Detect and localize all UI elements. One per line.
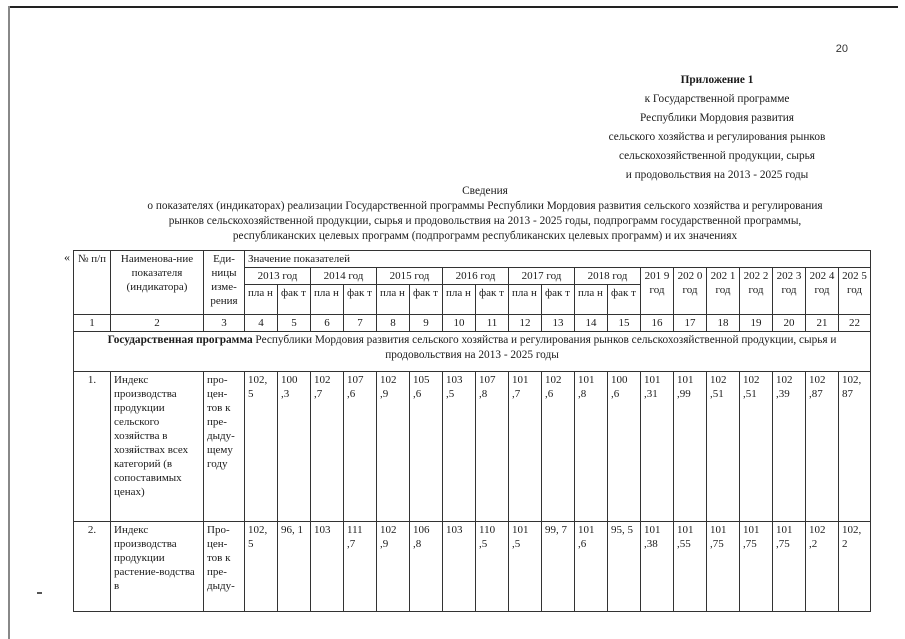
indicator-value: 103 — [311, 522, 344, 612]
column-number: 10 — [443, 315, 476, 332]
indicator-value: 106 ,8 — [410, 522, 443, 612]
indicator-value: 101 ,8 — [575, 372, 608, 522]
column-number: 16 — [641, 315, 674, 332]
plan-header: пла н — [575, 285, 608, 315]
appendix-line: к Государственной программе — [644, 93, 790, 105]
appendix-line: Республики Мордовия развития — [640, 112, 794, 124]
indicator-value: 107 ,8 — [476, 372, 509, 522]
indicator-value: 101 ,75 — [740, 522, 773, 612]
fact-header: фак т — [542, 285, 575, 315]
column-number: 1 — [74, 315, 111, 332]
indicator-value: 99, 7 — [542, 522, 575, 612]
page-left-edge — [8, 6, 10, 639]
indicator-value: 102, 5 — [245, 372, 278, 522]
header-unit: Еди-ницы изме-рения — [204, 251, 245, 315]
column-number: 17 — [674, 315, 707, 332]
indicator-value: 102 ,6 — [542, 372, 575, 522]
indicator-value: 102 ,51 — [707, 372, 740, 522]
indicator-value: 101 ,31 — [641, 372, 674, 522]
fact-header: фак т — [608, 285, 641, 315]
column-number: 13 — [542, 315, 575, 332]
indicator-value: 102 ,39 — [773, 372, 806, 522]
indicator-value: 102 ,7 — [311, 372, 344, 522]
year-header: 2013 год — [245, 268, 311, 285]
margin-mark — [37, 592, 42, 594]
column-number: 8 — [377, 315, 410, 332]
column-number: 6 — [311, 315, 344, 332]
heading-line: рынков сельскохозяйственной продукции, сырья и продовольствия на 2013 - 2025 годы, подпрограмм государственной программы, — [168, 215, 802, 227]
indicator-value: 110 ,5 — [476, 522, 509, 612]
document-heading — [70, 184, 900, 244]
column-number: 4 — [245, 315, 278, 332]
column-number: 12 — [509, 315, 542, 332]
appendix-title: Приложение 1 — [680, 74, 754, 86]
appendix-line: сельского хозяйства и регулирования рынков — [608, 131, 826, 143]
plan-header: пла н — [509, 285, 542, 315]
indicator-value: 102, 5 — [245, 522, 278, 612]
fact-header: фак т — [476, 285, 509, 315]
row-number: 2. — [74, 522, 111, 612]
appendix-block — [567, 71, 867, 185]
indicator-value: 105 ,6 — [410, 372, 443, 522]
year-header: 2017 год — [509, 268, 575, 285]
indicator-value: 102 ,87 — [806, 372, 839, 522]
indicator-value: 111 ,7 — [344, 522, 377, 612]
indicator-value: 101 ,6 — [575, 522, 608, 612]
indicator-unit: про-цен-тов к пре-дыду-щему году — [204, 372, 245, 522]
column-number: 18 — [707, 315, 740, 332]
indicator-value: 96, 1 — [278, 522, 311, 612]
indicator-value: 102, 2 — [839, 522, 871, 612]
column-numbers-row — [74, 315, 871, 332]
column-number: 3 — [204, 315, 245, 332]
year-header: 202 1 год — [707, 268, 740, 315]
plan-header: пла н — [443, 285, 476, 315]
fact-header: фак т — [344, 285, 377, 315]
indicator-value: 101 ,75 — [707, 522, 740, 612]
column-number: 11 — [476, 315, 509, 332]
indicator-unit: Про-цен-тов к пре-дыду- — [204, 522, 245, 612]
indicator-name: Индекс производства продукции сельского хозяйства в хозяйствах всех категорий (в сопоставимых ценах) — [111, 372, 204, 522]
year-header: 202 3 год — [773, 268, 806, 315]
heading-line: республиканских целевых программ (подпрограмм республиканских целевых программ) и их значениях — [232, 230, 738, 242]
column-number: 5 — [278, 315, 311, 332]
indicator-value: 95, 5 — [608, 522, 641, 612]
appendix-line: и продовольствия на 2013 - 2025 годы — [625, 169, 809, 181]
column-number: 20 — [773, 315, 806, 332]
header-values: Значение показателей — [245, 251, 871, 268]
indicator-value: 103 ,5 — [443, 372, 476, 522]
indicator-value: 100 ,3 — [278, 372, 311, 522]
year-header: 2015 год — [377, 268, 443, 285]
year-header: 2018 год — [575, 268, 641, 285]
column-number: 9 — [410, 315, 443, 332]
opening-quote: « — [64, 250, 70, 264]
header-no: № п/п — [74, 251, 111, 315]
page-number: 20 — [835, 43, 848, 55]
indicator-value: 102 ,9 — [377, 372, 410, 522]
table-row — [74, 372, 871, 522]
indicator-value: 102 ,9 — [377, 522, 410, 612]
row-number: 1. — [74, 372, 111, 522]
plan-header: пла н — [245, 285, 278, 315]
year-header: 2014 год — [311, 268, 377, 285]
indicator-value: 101 ,55 — [674, 522, 707, 612]
indicator-value: 107 ,6 — [344, 372, 377, 522]
indicator-value: 101 ,38 — [641, 522, 674, 612]
year-header: 202 0 год — [674, 268, 707, 315]
column-number: 19 — [740, 315, 773, 332]
program-title-bold: Государственная программа — [107, 334, 253, 346]
indicator-value: 101 ,75 — [773, 522, 806, 612]
fact-header: фак т — [278, 285, 311, 315]
plan-header: пла н — [377, 285, 410, 315]
year-header: 202 2 год — [740, 268, 773, 315]
program-title — [74, 332, 871, 372]
plan-header: пла н — [311, 285, 344, 315]
indicator-value: 101 ,5 — [509, 522, 542, 612]
program-title-rest: Республики Мордовия развития сельского хозяйства и регулирования рынков сельскохозяйственной продукции, сырья и продовольствия на 2013 - 2025 годы — [252, 334, 837, 361]
program-row — [74, 332, 871, 372]
indicator-value: 103 — [443, 522, 476, 612]
indicators-table — [73, 250, 871, 612]
table-row — [74, 522, 871, 612]
column-number: 21 — [806, 315, 839, 332]
page-top-edge — [8, 6, 898, 8]
indicator-value: 101 ,99 — [674, 372, 707, 522]
heading-title: Сведения — [462, 185, 508, 197]
column-number: 15 — [608, 315, 641, 332]
header-row — [74, 251, 871, 268]
year-header: 2016 год — [443, 268, 509, 285]
column-number: 7 — [344, 315, 377, 332]
fact-header: фак т — [410, 285, 443, 315]
column-number: 22 — [839, 315, 871, 332]
year-header: 201 9 год — [641, 268, 674, 315]
column-number: 14 — [575, 315, 608, 332]
indicator-value: 102 ,2 — [806, 522, 839, 612]
indicator-value: 100 ,6 — [608, 372, 641, 522]
year-header: 202 4 год — [806, 268, 839, 315]
column-number: 2 — [111, 315, 204, 332]
indicator-value: 101 ,7 — [509, 372, 542, 522]
heading-line: о показателях (индикаторах) реализации Государственной программы Республики Мордовия развития сельского хозяйства и регулирования — [147, 200, 823, 212]
indicator-name: Индекс производства продукции растение-водства в — [111, 522, 204, 612]
year-header: 202 5 год — [839, 268, 871, 315]
indicator-value: 102 ,51 — [740, 372, 773, 522]
header-name: Наименова-ние показателя (индикатора) — [111, 251, 204, 315]
appendix-line: сельскохозяйственной продукции, сырья — [619, 150, 815, 162]
indicator-value: 102, 87 — [839, 372, 871, 522]
